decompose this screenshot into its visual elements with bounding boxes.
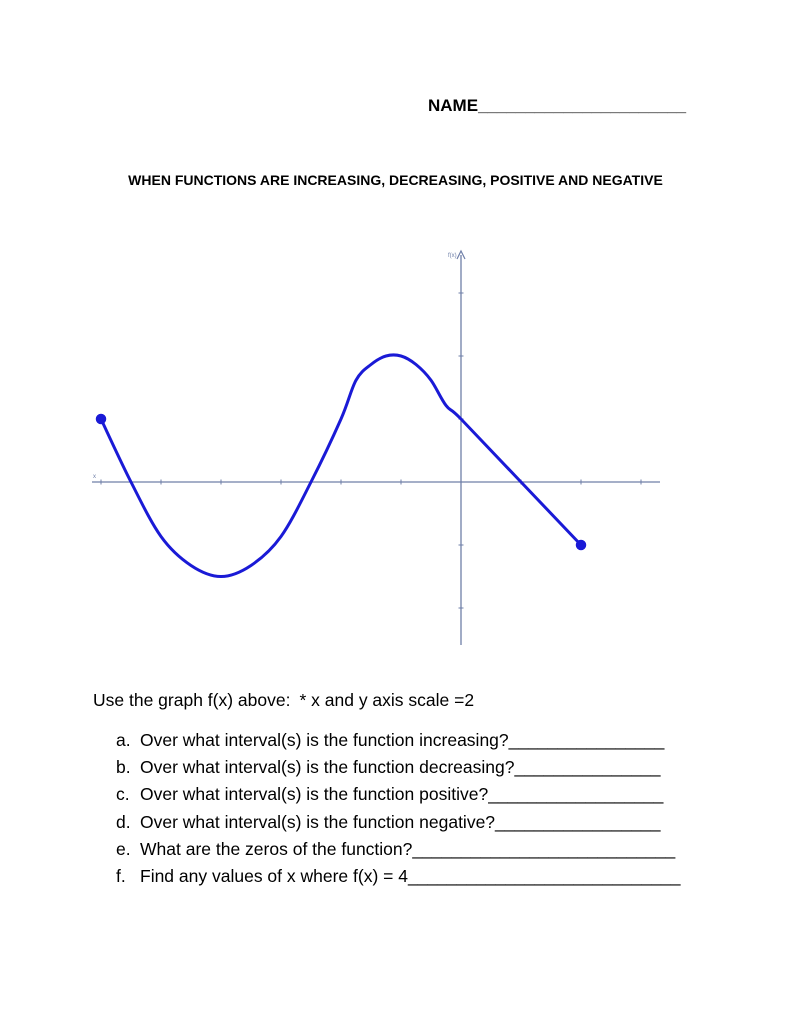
- left-endpoint-dot: [97, 415, 106, 424]
- question-text: Over what interval(s) is the function increasing?: [140, 730, 509, 750]
- question-list: [116, 728, 680, 891]
- answer-blank[interactable]: ___________________________: [412, 838, 676, 859]
- instructions: [93, 690, 474, 711]
- question-item-f: [116, 864, 680, 891]
- question-item-c: [116, 782, 680, 809]
- name-blank[interactable]: ______________________: [478, 96, 687, 115]
- answer-blank[interactable]: __________________: [488, 784, 664, 805]
- y-axis-arrow: [457, 251, 465, 259]
- question-letter: b.: [116, 757, 131, 778]
- answer-blank[interactable]: ____________________________: [407, 865, 681, 886]
- x-axis-label: x: [93, 474, 96, 480]
- question-text: What are the zeros of the function?: [140, 838, 413, 859]
- question-item-e: [116, 837, 680, 864]
- question-text: Over what interval(s) is the function negative?: [140, 811, 496, 832]
- answer-blank[interactable]: _______________: [514, 757, 661, 778]
- instructions-lead: Use the graph f(x) above:: [93, 690, 291, 710]
- function-curve: [101, 355, 581, 577]
- question-item-d: [116, 810, 680, 837]
- question-letter: c.: [116, 784, 130, 805]
- question-text: Over what interval(s) is the function positive?: [140, 784, 489, 805]
- answer-blank[interactable]: _________________: [495, 811, 661, 832]
- instructions-note: * x and y axis scale =2: [299, 690, 475, 710]
- right-endpoint-dot: [577, 541, 586, 550]
- question-letter: e.: [116, 838, 131, 859]
- answer-blank[interactable]: ________________: [508, 730, 665, 750]
- y-axis-label: f(x): [448, 253, 457, 259]
- question-text: Find any values of x where f(x) = 4: [140, 865, 408, 886]
- question-text: Over what interval(s) is the function decreasing?: [140, 757, 515, 778]
- question-letter: d.: [116, 811, 131, 832]
- name-label: NAME: [428, 96, 479, 115]
- question-item-b: [116, 755, 680, 782]
- question-item-a: [116, 728, 680, 755]
- document-title: WHEN FUNCTIONS ARE INCREASING, DECREASING, POSITIVE AND NEGATIVE: [128, 172, 663, 188]
- question-letter: a.: [116, 730, 131, 750]
- question-letter: f.: [116, 865, 126, 886]
- name-field[interactable]: [428, 96, 686, 116]
